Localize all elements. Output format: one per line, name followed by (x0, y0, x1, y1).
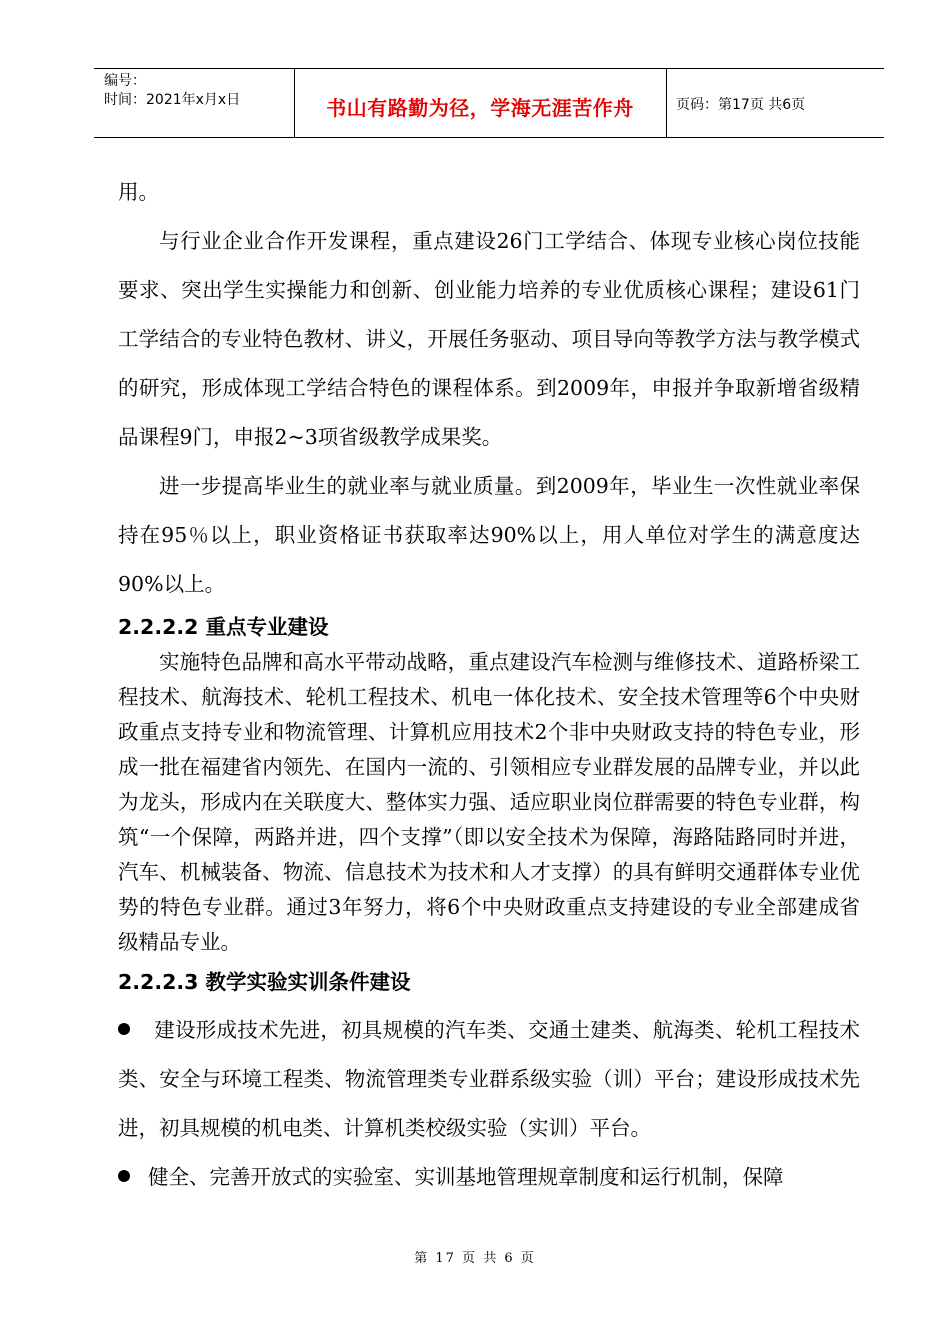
section-heading: 2.2.2.3 教学实验实训条件建设 (118, 970, 411, 994)
bullet-item (118, 1006, 860, 1153)
bullet-dot-icon (118, 1170, 130, 1182)
header-page-info: 页码：第17页 共6页 (676, 97, 806, 113)
document-body (118, 168, 860, 1202)
page-footer: 第 17 页 共 6 页 (414, 1251, 536, 1266)
paragraph: 实施特色品牌和高水平带动战略，重点建设汽车检测与维修技术、道路桥梁工程技术、航海技术、轮机工程技术、机电一体化技术、安全技术管理等6个中央财政重点支持专业和物流管理、计算机应用技术2个非中央财政支持的特色专业，形成一批在福建省内领先、在国内一流的、引领相应专业群发展的品牌专业，并以此为龙头，形成内在关联度大、整体实力强、适应职业岗位群需要的特色专业群，构筑“一个保障，两路并进，四个支撑”（即以安全技术为保障，海路陆路同时并进，汽车、机械装备、物流、信息技术为技术和人才支撑）的具有鲜明交通群体专业优势的特色专业群。通过3年努力，将6个中央财政重点支持建设的专业全部建成省级精品专业。 (118, 650, 860, 954)
header-motto: 书山有路勤为径，学海无涯苦作舟 (326, 96, 634, 120)
paragraph: 用。 (118, 180, 159, 204)
page-header (94, 68, 884, 138)
bullet-text: 建设形成技术先进，初具规模的汽车类、交通土建类、航海类、轮机工程技术类、安全与环境工程类、物流管理类专业群系级实验（训）平台；建设形成技术先进，初具规模的机电类、计算机类校级实验（实训）平台。 (118, 1018, 860, 1140)
header-time-label: 时间：2021年x月x日 (104, 92, 241, 108)
paragraph: 进一步提高毕业生的就业率与就业质量。到2009年，毕业生一次性就业率保持在95％以上，职业资格证书获取率达90%以上，用人单位对学生的满意度达90%以上。 (118, 474, 860, 596)
header-number-label: 编号： (104, 73, 146, 89)
bullet-item (118, 1153, 860, 1202)
section-heading: 2.2.2.2 重点专业建设 (118, 615, 329, 639)
bullet-text: 健全、完善开放式的实验室、实训基地管理规章制度和运行机制，保障 (148, 1165, 784, 1189)
bullet-dot-icon (118, 1023, 130, 1035)
header-meta (104, 72, 240, 110)
paragraph: 与行业企业合作开发课程，重点建设26门工学结合、体现专业核心岗位技能要求、突出学生实操能力和创新、创业能力培养的专业优质核心课程；建设61门工学结合的专业特色教材、讲义，开展任务驱动、项目导向等教学方法与教学模式的研究，形成体现工学结合特色的课程体系。到2009年，申报并争取新增省级精品课程9门，申报2~3项省级教学成果奖。 (118, 229, 860, 449)
header-divider (666, 69, 667, 137)
